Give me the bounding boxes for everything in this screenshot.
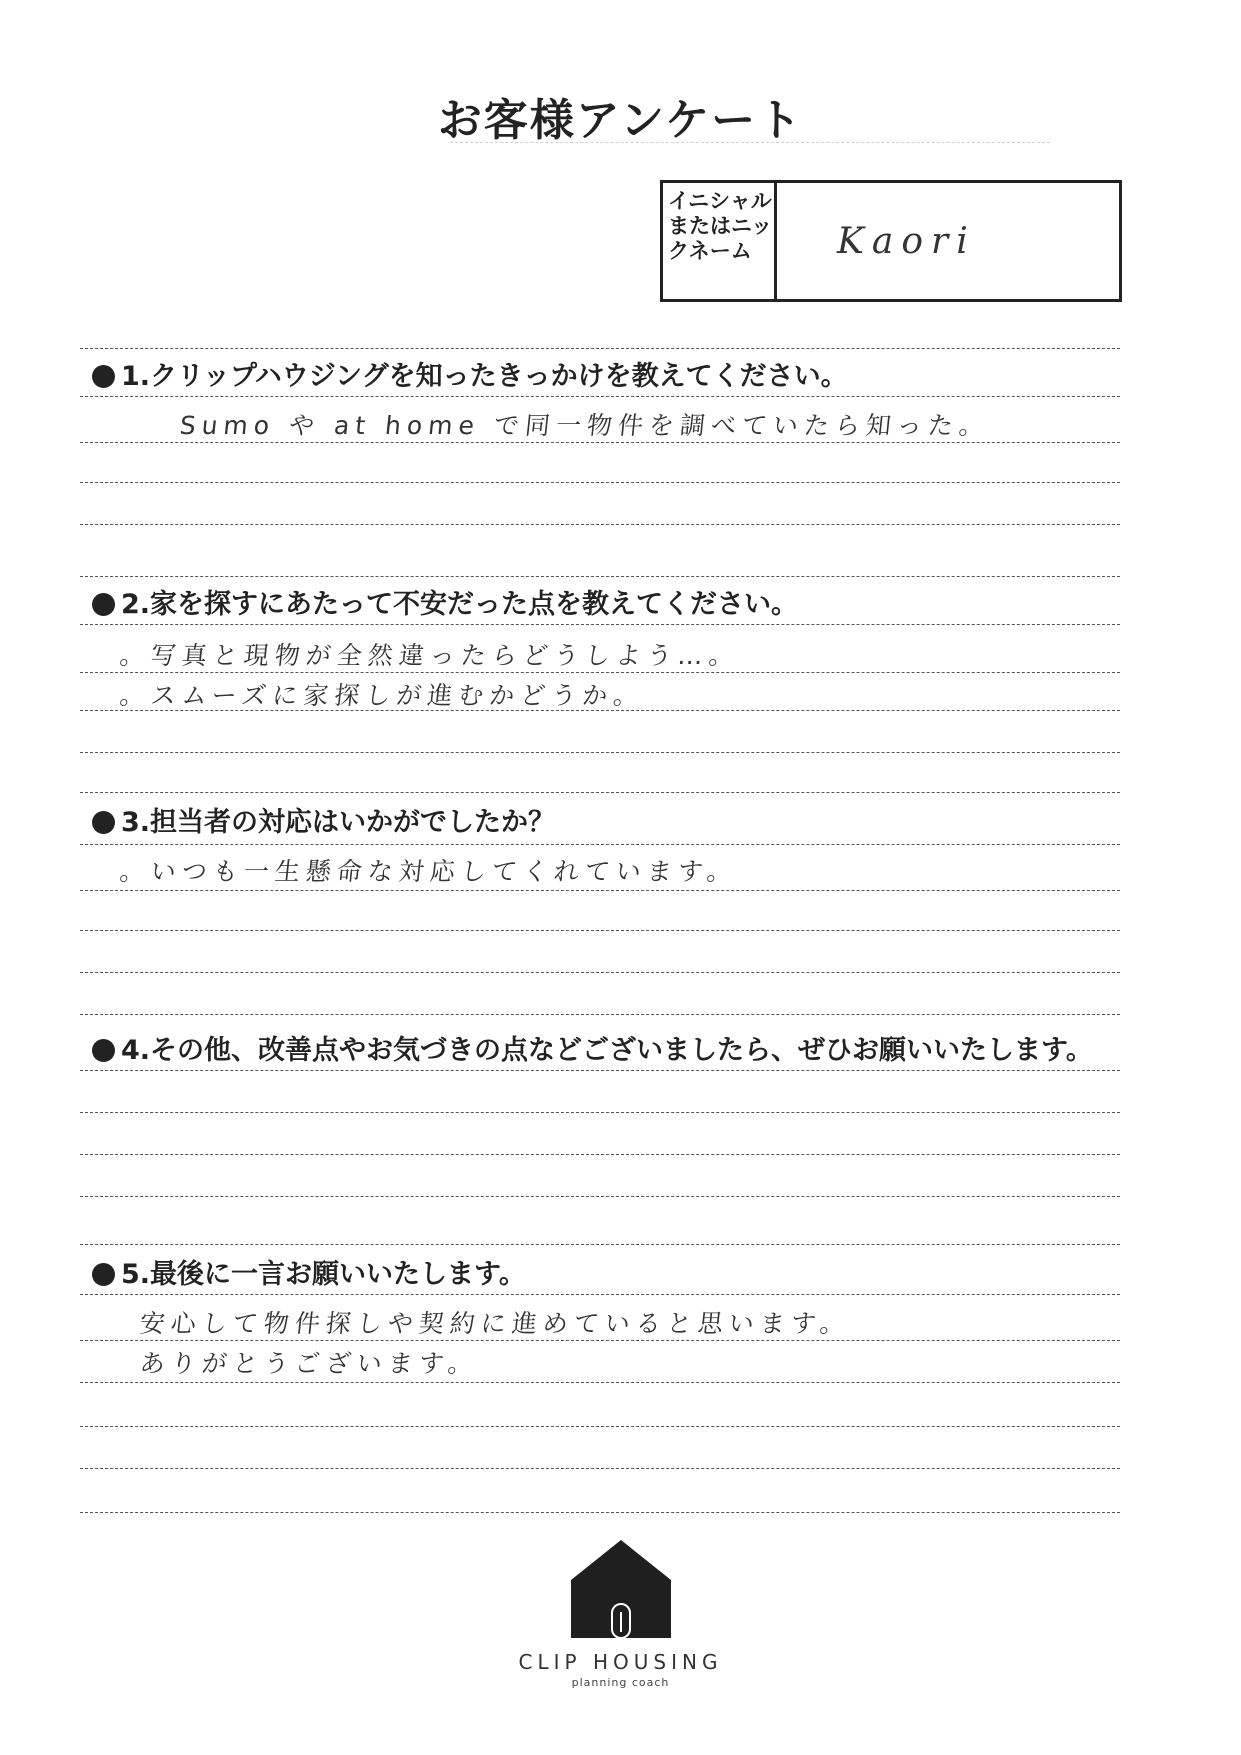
question-4-section <box>80 1020 1120 1220</box>
rule-line <box>80 576 1120 577</box>
question-5-section <box>80 1236 1120 1526</box>
title-underline <box>450 142 1050 143</box>
rule-line <box>80 1070 1120 1071</box>
question-text: 家を探すにあたって不安だった点を教えてください。 <box>150 589 799 620</box>
question-text: その他、改善点やお気づきの点などございましたら、ぜひお願いいたします。 <box>150 1035 1093 1066</box>
question-text: クリップハウジングを知ったきっかけを教えてください。 <box>150 361 848 392</box>
rule-line <box>80 972 1120 973</box>
answer-line: Sumo や at home で同一物件を調べていたら知った。 <box>178 411 992 440</box>
question-3-section <box>80 800 1120 1020</box>
bullet-icon <box>92 1039 115 1062</box>
rule-line <box>80 844 1120 845</box>
rule-line <box>80 396 1120 397</box>
question-3-heading <box>92 800 555 839</box>
question-number: 1. <box>121 361 151 392</box>
rule-line <box>80 1468 1120 1469</box>
answer-line: 。いつも一生懸命な対応してくれています。 <box>118 857 740 886</box>
rule-line <box>80 890 1120 891</box>
rule-line <box>80 1112 1120 1113</box>
bullet-icon <box>92 1263 115 1286</box>
rule-line <box>80 710 1120 711</box>
answer-line: 。写真と現物が全然違ったらどうしよう…。 <box>118 641 742 670</box>
bullet-icon <box>92 365 115 388</box>
name-value: Kaori <box>837 220 976 262</box>
answer-line: 。スムーズに家探しが進むかどうか。 <box>118 681 646 710</box>
rule-line <box>80 1382 1120 1383</box>
question-5-heading <box>92 1252 526 1291</box>
bullet-icon <box>92 811 115 834</box>
question-number: 2. <box>121 589 151 620</box>
question-number: 3. <box>121 807 151 838</box>
rule-line <box>80 1196 1120 1197</box>
question-2-heading <box>92 582 798 621</box>
question-text: 担当者の対応はいかがでしたか？ <box>150 807 556 838</box>
name-label: イニシャルまたはニックネーム <box>663 183 777 299</box>
rule-line <box>80 1154 1120 1155</box>
question-4-heading <box>92 1028 1093 1067</box>
rule-line <box>80 930 1120 931</box>
rule-line <box>80 442 1120 443</box>
rule-line <box>80 1512 1120 1513</box>
answer-line: ありがとうございます。 <box>138 1349 481 1378</box>
rule-line <box>80 792 1120 793</box>
rule-line <box>80 752 1120 753</box>
question-2-section <box>80 568 1120 808</box>
question-text: 最後に一言お願いいたします。 <box>150 1259 526 1290</box>
name-box <box>660 180 1122 302</box>
question-number: 5. <box>121 1259 151 1290</box>
clip-housing-logo <box>0 1540 1241 1689</box>
question-number: 4. <box>121 1035 151 1066</box>
rule-line <box>80 524 1120 525</box>
rule-line <box>80 1244 1120 1245</box>
page-title: お客様アンケート <box>437 95 804 146</box>
rule-line <box>80 1014 1120 1015</box>
rule-line <box>80 1426 1120 1427</box>
bullet-icon <box>92 593 115 616</box>
rule-line <box>80 624 1120 625</box>
house-icon <box>571 1540 671 1638</box>
rule-line <box>80 1340 1120 1341</box>
logo-subtitle: planning coach <box>571 1676 670 1689</box>
rule-line <box>80 348 1120 349</box>
logo-name: CLIP HOUSING <box>518 1650 723 1674</box>
rule-line <box>80 1294 1120 1295</box>
rule-line <box>80 482 1120 483</box>
question-1-section <box>80 340 1120 540</box>
rule-line <box>80 672 1120 673</box>
answer-line: 安心して物件探しや契約に進めていると思います。 <box>138 1309 853 1338</box>
question-1-heading <box>92 354 848 393</box>
